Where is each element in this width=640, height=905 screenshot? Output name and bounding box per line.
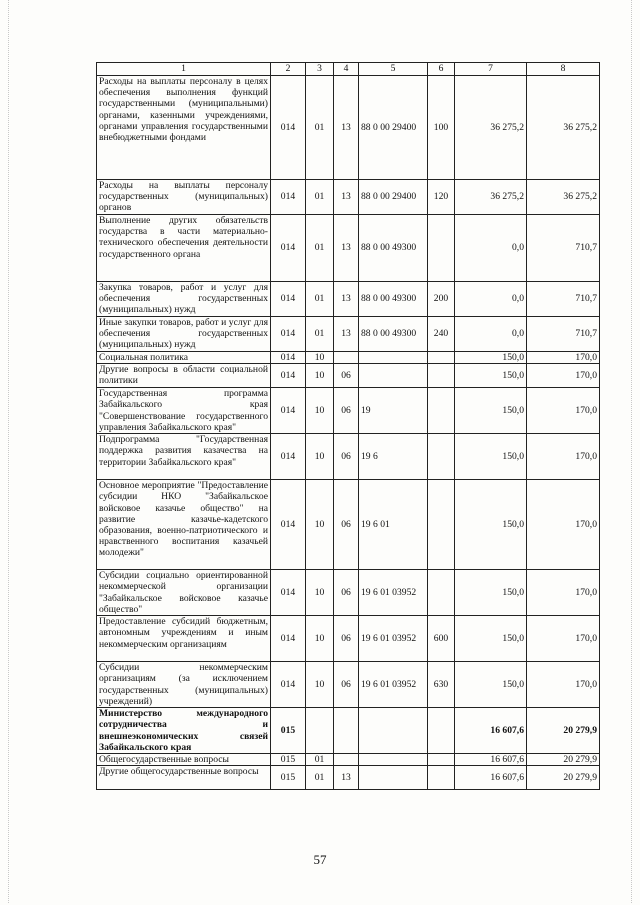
amount-year1-cell: 0,0 <box>455 215 527 282</box>
column-header: 7 <box>455 63 527 76</box>
row-name-cell: Субсидии некоммерческим организациям (за исключением государственных (муниципальных) учреждений) <box>97 662 271 708</box>
expense-type-cell <box>428 215 455 282</box>
row-name-cell: Другие общегосударственные вопросы <box>97 766 271 790</box>
subsection-code-cell: 13 <box>334 180 359 215</box>
amount-year2-cell: 170,0 <box>527 480 600 570</box>
column-header: 6 <box>428 63 455 76</box>
amount-year1-cell: 0,0 <box>455 282 527 317</box>
row-name-cell: Другие вопросы в области социальной политики <box>97 364 271 388</box>
ministry-code-cell: 014 <box>271 662 306 708</box>
budget-table <box>96 62 600 790</box>
section-code-cell: 01 <box>306 180 334 215</box>
amount-year2-cell: 20 279,9 <box>527 754 600 766</box>
amount-year1-cell: 150,0 <box>455 434 527 480</box>
table-row <box>97 766 600 790</box>
amount-year2-cell: 36 275,2 <box>527 180 600 215</box>
column-header: 4 <box>334 63 359 76</box>
ministry-code-cell: 014 <box>271 76 306 180</box>
amount-year1-cell: 150,0 <box>455 570 527 616</box>
amount-year1-cell: 150,0 <box>455 662 527 708</box>
target-article-cell <box>359 352 428 364</box>
page-number: 57 <box>313 852 327 867</box>
table-row <box>97 708 600 754</box>
table-row <box>97 364 600 388</box>
section-code-cell: 10 <box>306 662 334 708</box>
amount-year1-cell: 16 607,6 <box>455 766 527 790</box>
expense-type-cell <box>428 708 455 754</box>
table-row <box>97 317 600 352</box>
expense-type-cell: 630 <box>428 662 455 708</box>
expense-type-cell <box>428 480 455 570</box>
amount-year2-cell: 710,7 <box>527 282 600 317</box>
subsection-code-cell: 06 <box>334 480 359 570</box>
subsection-code-cell: 06 <box>334 388 359 434</box>
subsection-code-cell: 06 <box>334 434 359 480</box>
section-code-cell: 10 <box>306 364 334 388</box>
column-header: 8 <box>527 63 600 76</box>
section-code-cell: 10 <box>306 570 334 616</box>
subsection-code-cell: 06 <box>334 616 359 662</box>
ministry-code-cell: 014 <box>271 180 306 215</box>
amount-year2-cell: 170,0 <box>527 662 600 708</box>
ministry-code-cell: 014 <box>271 352 306 364</box>
target-article-cell: 88 0 00 29400 <box>359 76 428 180</box>
target-article-cell <box>359 754 428 766</box>
table-header-row <box>97 63 600 76</box>
section-code-cell: 10 <box>306 434 334 480</box>
expense-type-cell <box>428 754 455 766</box>
amount-year1-cell: 150,0 <box>455 388 527 434</box>
ministry-code-cell: 014 <box>271 364 306 388</box>
ministry-code-cell: 014 <box>271 282 306 317</box>
table-row <box>97 570 600 616</box>
amount-year2-cell: 170,0 <box>527 434 600 480</box>
target-article-cell: 88 0 00 29400 <box>359 180 428 215</box>
ministry-code-cell: 014 <box>271 570 306 616</box>
expense-type-cell <box>428 434 455 480</box>
expense-type-cell <box>428 352 455 364</box>
table-row <box>97 388 600 434</box>
table-row <box>97 434 600 480</box>
table-row <box>97 662 600 708</box>
table-row <box>97 282 600 317</box>
column-header: 3 <box>306 63 334 76</box>
subsection-code-cell: 13 <box>334 317 359 352</box>
amount-year2-cell: 170,0 <box>527 570 600 616</box>
expense-type-cell: 200 <box>428 282 455 317</box>
expense-type-cell <box>428 388 455 434</box>
target-article-cell <box>359 708 428 754</box>
table-row <box>97 215 600 282</box>
amount-year1-cell: 150,0 <box>455 364 527 388</box>
table-body <box>97 76 600 790</box>
amount-year2-cell: 170,0 <box>527 352 600 364</box>
row-name-cell: Предоставление субсидий бюджетным, автономным учреждениям и иным некоммерческим организациям <box>97 616 271 662</box>
column-header: 1 <box>97 63 271 76</box>
row-name-cell: Основное мероприятие "Предоставление субсидии НКО "Забайкальское войсковое казачье общество" на развитие казачье-кадетского образования, военно-патриотического и нравственного воспитания казачьей молодежи" <box>97 480 271 570</box>
ministry-code-cell: 015 <box>271 708 306 754</box>
table-row <box>97 352 600 364</box>
target-article-cell: 88 0 00 49300 <box>359 215 428 282</box>
target-article-cell <box>359 766 428 790</box>
section-code-cell: 01 <box>306 754 334 766</box>
amount-year2-cell: 20 279,9 <box>527 708 600 754</box>
section-code-cell: 01 <box>306 766 334 790</box>
subsection-code-cell: 06 <box>334 662 359 708</box>
subsection-code-cell <box>334 708 359 754</box>
amount-year1-cell: 150,0 <box>455 480 527 570</box>
subsection-code-cell: 06 <box>334 570 359 616</box>
amount-year1-cell: 150,0 <box>455 616 527 662</box>
expense-type-cell: 240 <box>428 317 455 352</box>
row-name-cell: Расходы на выплаты персоналу в целях обеспечения выполнения функций государственными (муниципальными) органами, казенными учреждениями, органами управления государственными внебюджетными фондами <box>97 76 271 180</box>
table-row <box>97 180 600 215</box>
ministry-code-cell: 014 <box>271 317 306 352</box>
ministry-code-cell: 015 <box>271 754 306 766</box>
table-row <box>97 754 600 766</box>
amount-year2-cell: 710,7 <box>527 215 600 282</box>
target-article-cell <box>359 364 428 388</box>
target-article-cell: 19 <box>359 388 428 434</box>
row-name-cell: Выполнение других обязательств государства в части материально-технического обеспечения деятельности государственного органа <box>97 215 271 282</box>
expense-type-cell <box>428 570 455 616</box>
ministry-code-cell: 014 <box>271 434 306 480</box>
section-code-cell: 10 <box>306 388 334 434</box>
section-code-cell: 01 <box>306 76 334 180</box>
row-name-cell: Подпрограмма "Государственная поддержка развития казачества на территории Забайкальского края" <box>97 434 271 480</box>
row-name-cell: Субсидии социально ориентированной некоммерческой организации "Забайкальское войсковое казачье общество" <box>97 570 271 616</box>
amount-year1-cell: 0,0 <box>455 317 527 352</box>
table-row <box>97 480 600 570</box>
subsection-code-cell <box>334 352 359 364</box>
row-name-cell: Закупка товаров, работ и услуг для обеспечения государственных (муниципальных) нужд <box>97 282 271 317</box>
table-row <box>97 616 600 662</box>
section-code-cell: 01 <box>306 215 334 282</box>
amount-year1-cell: 150,0 <box>455 352 527 364</box>
subsection-code-cell <box>334 754 359 766</box>
ministry-code-cell: 014 <box>271 480 306 570</box>
amount-year1-cell: 36 275,2 <box>455 180 527 215</box>
target-article-cell: 19 6 01 03952 <box>359 662 428 708</box>
row-name-cell: Министерство международного сотрудничества и внешнеэкономических связей Забайкальского края <box>97 708 271 754</box>
amount-year2-cell: 710,7 <box>527 317 600 352</box>
expense-type-cell: 100 <box>428 76 455 180</box>
subsection-code-cell: 13 <box>334 282 359 317</box>
row-name-cell: Иные закупки товаров, работ и услуг для обеспечения государственных (муниципальных) нужд <box>97 317 271 352</box>
amount-year2-cell: 20 279,9 <box>527 766 600 790</box>
expense-type-cell <box>428 364 455 388</box>
row-name-cell: Расходы на выплаты персоналу государственных (муниципальных) органов <box>97 180 271 215</box>
amount-year2-cell: 170,0 <box>527 616 600 662</box>
row-name-cell: Социальная политика <box>97 352 271 364</box>
column-header: 2 <box>271 63 306 76</box>
amount-year1-cell: 16 607,6 <box>455 754 527 766</box>
section-code-cell: 10 <box>306 352 334 364</box>
target-article-cell: 19 6 <box>359 434 428 480</box>
target-article-cell: 88 0 00 49300 <box>359 317 428 352</box>
target-article-cell: 19 6 01 <box>359 480 428 570</box>
expense-type-cell: 120 <box>428 180 455 215</box>
section-code-cell: 10 <box>306 480 334 570</box>
subsection-code-cell: 13 <box>334 766 359 790</box>
subsection-code-cell: 13 <box>334 215 359 282</box>
subsection-code-cell: 13 <box>334 76 359 180</box>
row-name-cell: Государственная программа Забайкальского края "Совершенствование государственного управления Забайкальского края" <box>97 388 271 434</box>
amount-year2-cell: 36 275,2 <box>527 76 600 180</box>
row-name-cell: Общегосударственные вопросы <box>97 754 271 766</box>
target-article-cell: 19 6 01 03952 <box>359 570 428 616</box>
column-header: 5 <box>359 63 428 76</box>
target-article-cell: 88 0 00 49300 <box>359 282 428 317</box>
amount-year1-cell: 16 607,6 <box>455 708 527 754</box>
ministry-code-cell: 014 <box>271 215 306 282</box>
section-code-cell: 01 <box>306 282 334 317</box>
target-article-cell: 19 6 01 03952 <box>359 616 428 662</box>
expense-type-cell <box>428 766 455 790</box>
subsection-code-cell: 06 <box>334 364 359 388</box>
ministry-code-cell: 014 <box>271 616 306 662</box>
amount-year2-cell: 170,0 <box>527 364 600 388</box>
amount-year2-cell: 170,0 <box>527 388 600 434</box>
section-code-cell: 01 <box>306 317 334 352</box>
expense-type-cell: 600 <box>428 616 455 662</box>
ministry-code-cell: 015 <box>271 766 306 790</box>
table-row <box>97 76 600 180</box>
section-code-cell: 10 <box>306 616 334 662</box>
amount-year1-cell: 36 275,2 <box>455 76 527 180</box>
section-code-cell <box>306 708 334 754</box>
ministry-code-cell: 014 <box>271 388 306 434</box>
